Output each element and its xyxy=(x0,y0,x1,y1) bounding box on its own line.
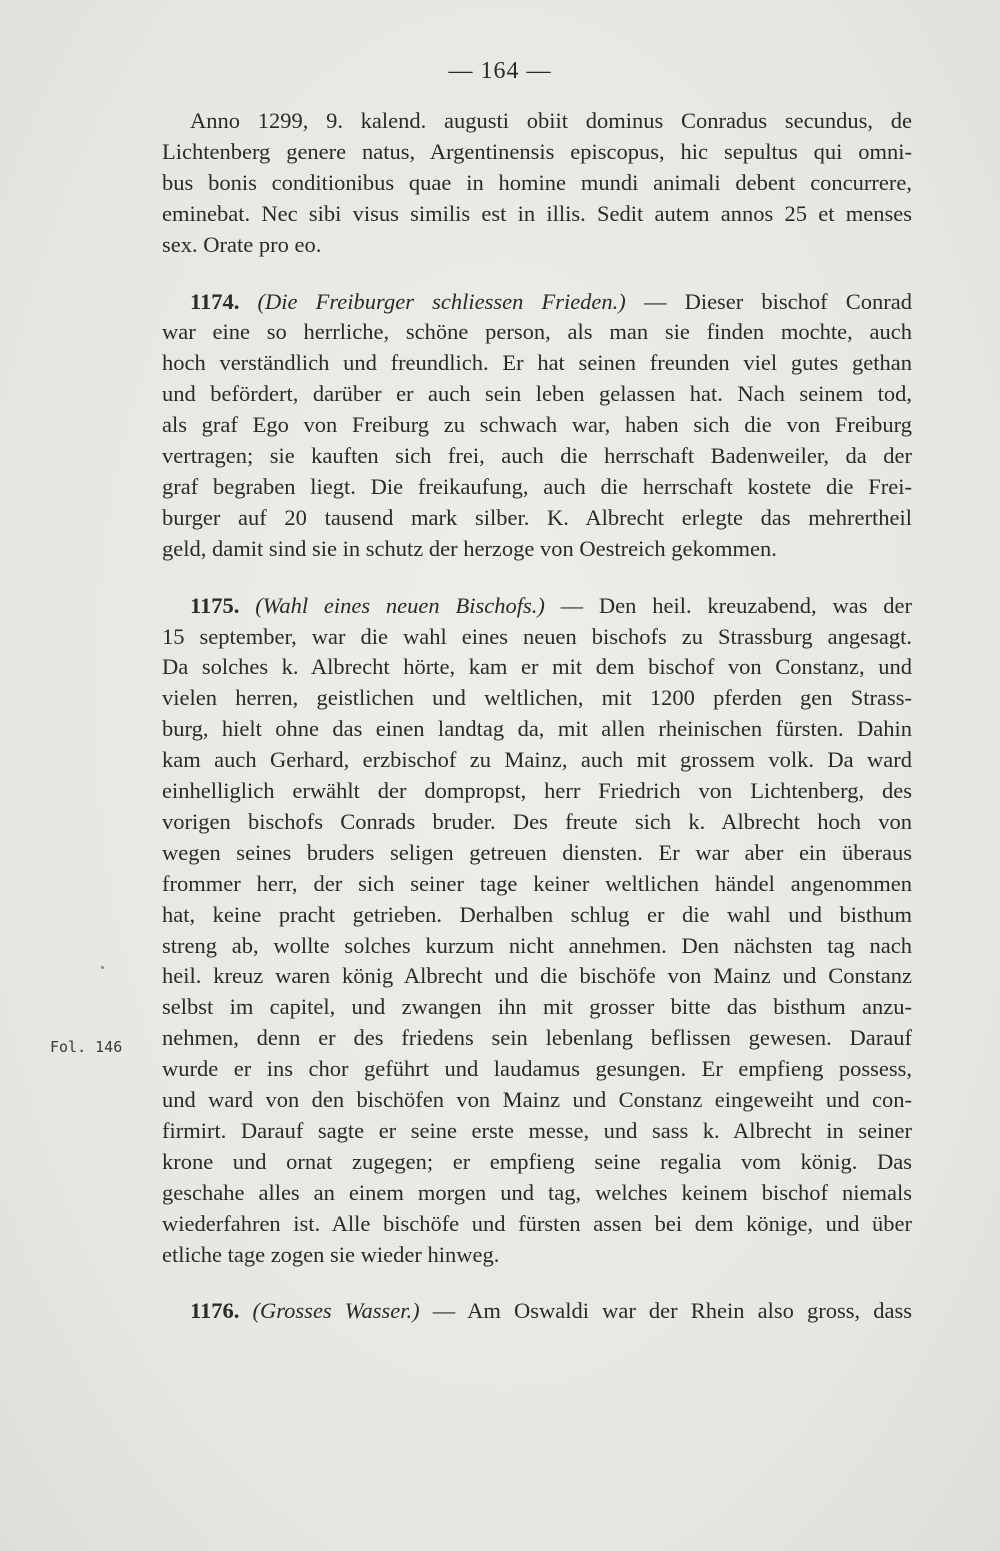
section-1175-line: hat, keine pracht getrieben. Derhalben schlug er die wahl und bisthum xyxy=(162,901,912,927)
section-1175-heading xyxy=(162,591,912,621)
section-1175-line: krone und ornat zugegen; er empfieng seine regalia vom könig. Das xyxy=(162,1148,912,1174)
section-1174-line: als graf Ego von Freiburg zu schwach war, haben sich die von Freiburg xyxy=(162,412,912,438)
section-1175-line: 15 september, war die wahl eines neuen bischofs zu Strassburg angesagt. xyxy=(162,623,912,649)
section-1175-line: firmirt. Darauf sagte er seine erste messe, und sass k. Albrecht in seiner xyxy=(162,1117,912,1143)
section-1175-line: einhelliglich erwählt der dompropst, herr Friedrich von Lichtenberg, des xyxy=(162,778,912,803)
section-1175-line: streng ab, wollte solches kurzum nicht annehmen. Den nächsten tag nach xyxy=(162,932,912,958)
section-1175-line: heil. kreuz waren könig Albrecht und die bischöfe von Mainz und Constanz xyxy=(162,963,912,989)
section-1175-line: frommer herr, der sich seiner tage keiner weltlichen händel angenommen xyxy=(162,870,912,896)
section-first-line-text: — Den heil. kreuzabend, was der xyxy=(560,592,912,618)
page-number: — 164 — xyxy=(448,58,552,84)
section-1175-line: burg, hielt ohne das einen landtag da, mit allen rheinischen fürsten. Dahin xyxy=(162,716,912,742)
section-1174-line: burger auf 20 tausend mark silber. K. Albrecht erlegte das mehrertheil xyxy=(162,504,912,530)
section-first-line-text: — Dieser bischof Conrad xyxy=(643,288,912,314)
paragraph-line: Anno 1299, 9. kalend. augusti obiit dominus Conradus secundus, de xyxy=(190,108,912,133)
paragraph-line: bus bonis conditionibus quae in homine mundi animali debent concurrere, xyxy=(162,169,912,195)
margin-folio-note: Fol. 146 xyxy=(50,1038,123,1056)
section-1175-line: vielen herren, geistlichen und weltlichen, mit 1200 pferden gen Strass- xyxy=(162,685,912,711)
section-1175-line: etliche tage zogen sie wieder hinweg. xyxy=(162,1241,500,1267)
section-1176-heading xyxy=(162,1296,912,1326)
section-1175-line: vorigen bischofs Conrads bruder. Des freute sich k. Albrecht hoch von xyxy=(162,808,912,834)
section-1174-line: hoch verständlich und freundlich. Er hat seinen freunden viel gutes gethan xyxy=(162,350,912,376)
section-1174-line: vertragen; sie kauften sich frei, auch die herrschaft Badenweiler, da der xyxy=(162,443,912,468)
section-1175-line: Da solches k. Albrecht hörte, kam er mit dem bischof von Constanz, und xyxy=(162,654,912,680)
section-number: 1175. xyxy=(190,592,240,618)
section-1174-line: graf begraben liegt. Die freikaufung, auch die herrschaft kostete die Frei- xyxy=(162,473,912,499)
paragraph-line: Lichtenberg genere natus, Argentinensis episcopus, hic sepultus qui omni- xyxy=(162,138,912,164)
section-number: 1176. xyxy=(190,1298,240,1324)
body-text xyxy=(162,106,912,1406)
section-1175-line: kam auch Gerhard, erzbischof zu Mainz, auch mit grossem volk. Da ward xyxy=(162,747,912,773)
section-number: 1174. xyxy=(190,288,240,314)
section-1175-line: nehmen, denn er des friedens sein lebenlang beflissen gewesen. Darauf xyxy=(162,1025,912,1051)
section-1175-line: wegen seines bruders seligen getreuen diensten. Er war aber ein überaus xyxy=(162,839,912,865)
paragraph-line: sex. Orate pro eo. xyxy=(162,231,322,257)
section-1175-line: geschahe alles an einem morgen und tag, welches keinem bischof niemals xyxy=(162,1179,912,1205)
section-1175-line: wiederfahren ist. Alle bischöfe und fürsten assen bei dem könige, und über xyxy=(162,1210,912,1236)
section-1174-line: war eine so herrliche, schöne person, als man sie finden mochte, auch xyxy=(162,319,912,345)
section-1174-line: geld, damit sind sie in schutz der herzoge von Oestreich gekommen. xyxy=(162,535,777,561)
section-title: (Grosses Wasser.) xyxy=(252,1298,420,1324)
section-1174-heading xyxy=(162,287,912,317)
section-1175-line: wurde er ins chor geführt und laudamus gesungen. Er empfieng possess, xyxy=(162,1056,912,1082)
section-title: (Wahl eines neuen Bischofs.) xyxy=(255,592,545,618)
section-1175-line: und ward von den bischöfen von Mainz und Constanz eingeweiht und con- xyxy=(162,1087,912,1112)
paragraph-line: eminebat. Nec sibi visus similis est in illis. Sedit autem annos 25 et menses xyxy=(162,200,912,226)
section-first-line-text: — Am Oswaldi war der Rhein also gross, dass xyxy=(432,1298,912,1324)
paper-speck xyxy=(101,966,104,969)
section-1175-line: selbst im capitel, und zwangen ihn mit grosser bitte das bisthum anzu- xyxy=(162,994,912,1020)
section-1174-line: und befördert, darüber er auch sein leben gelassen hat. Nach seinem tod, xyxy=(162,381,912,407)
section-title: (Die Freiburger schliessen Frieden.) xyxy=(257,288,626,314)
